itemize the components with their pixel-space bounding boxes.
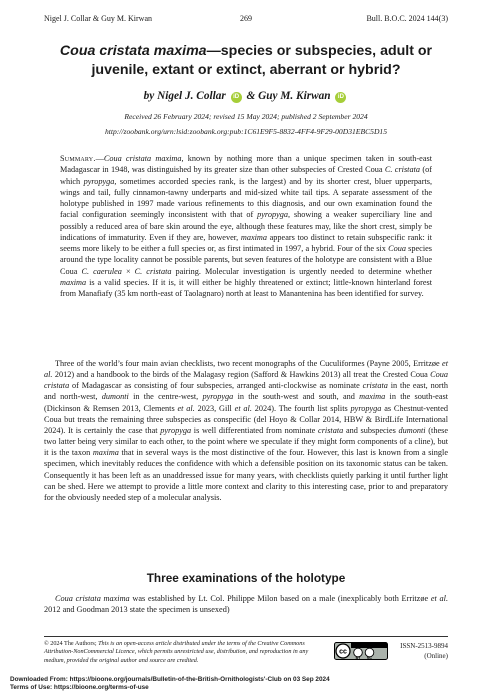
summary-text: —Coua cristata maxima, known by nothing more than a unique specimen taken in south-east Madagascar in 1948, was distinguished by its greater size than other subspecies of Crested Coua C. cristata (of which pyropyga, sometimes accorded species rank, is the largest) and by its shorter crest, bluer upperparts, wings and tail, fully cinnamon-tawny underparts and mid-sized white tail tips. A separate assessment of the holotype published in 1997 made various refinements to this diagnosis, and our own examination found the facial configuration seemingly inconsistent with that of pyropyga, showing a weaker superciliary line and possibly a reduced area of bare skin around the eye, although these features may, like the short crest, simply be indications of immaturity. Even if they are, however, maxima appears too distinct to retain subspecific rank: it seems more likely to be either a full species or, as first intimated in 1997, a hybrid. Four of the six Coua species around the type locality cannot be possible parents, but seven features of the holotype are consistent with a Blue Coua C. caerulea × C. cristata pairing. Molecular investigation is urgently needed to determine whether maxima is a valid species. If it is, it will either be highly threatened or extinct; little-known hinterland forest from Manafiafy (35 km north-east of Taolagnaro) north at least to Manantenina has been identified for survey. [60,154,433,298]
italic-taxon-text: maxima [60,277,87,287]
italic-taxon-text: cristata [362,381,388,391]
download-footer [10,676,330,692]
cc-glyph: cc [339,648,347,656]
zoobank-link[interactable]: http://zoobank.org/urn:lsid:zoobank.org:pub:1C61E9F5-8832-4FF4-9F29-00D31EBC5D15 [104,127,388,136]
title-rest-line1: —species or subspecies, adult or [206,43,433,59]
section-heading: Three examinations of the holotype [146,571,346,585]
cc-nc-label: NC [367,656,372,660]
cc-by-label: BY [355,656,361,660]
license-notice: © 2024 The Authors; This is an open-access article distributed under the terms of the Creative Commons Attribution-NonCommercial Licence, which permits unrestricted use, distribution, and reproduction in any medium, provided the original author and source are credited. [44,640,309,664]
issn-type: (Online) [424,652,448,660]
title-line2: juvenile, extant or extinct, aberrant or hybrid? [91,62,401,78]
creative-commons-icon[interactable] [334,642,388,660]
header-page-number: 269 [240,14,252,23]
italic-taxon-text: et al. [234,403,252,413]
italic-taxon-text: dumonti [398,425,426,435]
copyright-text: © 2024 The Authors; [44,640,99,647]
title-taxon: Coua cristata maxima [59,43,207,59]
italic-taxon-text: pyropyga [202,392,234,402]
header-authors: Nigel J. Collar & Guy M. Kirwan [44,14,152,23]
summary-abstract [60,153,432,299]
italic-taxon-text: maxima [359,392,386,402]
author-collar: Nigel J. Collar [157,90,226,102]
issn-number: ISSN-2513-9894 [400,642,448,650]
summary-label: Summary. [60,154,96,163]
italic-taxon-text: pyropyga [350,403,382,413]
byline: by Nigel J. Collar iD & Guy M. Kirwan iD [0,90,492,103]
running-header [44,14,448,26]
footer-downloaded[interactable]: Downloaded From: https://bioone.org/journals/Bulletin-of-the-British-Ornithologists'-Club on 03 Sep 2024 [10,676,330,683]
author-kirwan: Guy M. Kirwan [258,90,331,102]
footer-terms[interactable]: Terms of Use: https://bioone.org/terms-of-use [10,683,149,691]
article-title [30,42,462,80]
italic-taxon-text: maxima [92,448,119,458]
italic-taxon-text: et al. [44,359,448,380]
issn-block [400,641,448,661]
orcid-icon[interactable]: iD [335,92,346,103]
publication-dates: Received 26 February 2024; revised 15 May 2024; published 2 September 2024 [124,112,368,121]
italic-taxon-text: Coua cristata maxima [55,594,130,603]
byline-prefix: by [143,90,155,102]
italic-taxon-text: C. cristata [134,266,172,276]
header-journal: Bull. B.O.C. 2024 144(3) [366,14,448,23]
italic-taxon-text: Coua cristata maxima [103,154,182,163]
italic-taxon-text: pyropyga [160,425,192,435]
intro-paragraph: Three of the world’s four main avian checklists, two recent monographs of the Cuculiformes (Payne 2005, Erritzøe et al. 2012) and a handbook to the birds of the Malagasy region (Safford & Hawkins 2013) all treat the Crested Coua Coua cristata of Madagascar as consisting of four subspecies, arranged anti-clockwise as nominate cristata in the east, north and north-west, dumonti in the centre-west, pyropyga in the south-west and south, and maxima in the south-east (Dickinson & Remsen 2013, Clements et al. 2023, Gill et al. 2024). The fourth list splits pyropyga as Chestnut-vented Coua but treats the remaining three subspecies as conspecific (del Hoyo & Collar 2014, HBW & BirdLife International 2024). It is certainly the case that pyropyga is well differentiated from nominate cristata and subspecies dumonti (these two latter being very similar to each other, to the point where we speculate if they might form components of a cline), but it is the taxon maxima that in several ways is the most distinctive of the four. However, this last is known from a single specimen, which inevitably reduces the confidence with which a defensible position on its taxonomic status can be taken. Consequently it has been left as an unaddressed issue for many years, with checklists quietly parking it until further light can be shed. Here we attempt to provide a little more context and clarity to this interesting case, prior to and preparatory for the obviously needed step of a molecular analysis. [44,359,448,502]
italic-taxon-text: Coua cristata [44,370,448,391]
footer-rule [44,636,448,637]
italic-taxon-text: Coua [388,244,406,253]
italic-taxon-text: pyropyga [257,210,288,220]
italic-taxon-text: et al. [430,594,449,603]
italic-taxon-text: maxima [240,232,267,242]
italic-taxon-text: C. caerulea [81,266,122,276]
italic-taxon-text: et al. [177,403,195,413]
orcid-icon[interactable]: iD [231,92,242,103]
italic-taxon-text: cristata [318,425,344,435]
holotype-paragraph: Coua cristata maxima was established by Lt. Col. Philippe Milon based on a male (inexplicably both Erritzøe et al. 2012 and Goodman 2013 state the specimen is unsexed) [44,594,449,615]
italic-taxon-text: C. cristata [384,165,421,175]
italic-taxon-text: dumonti [101,392,129,402]
italic-taxon-text: pyropyga [83,176,115,186]
